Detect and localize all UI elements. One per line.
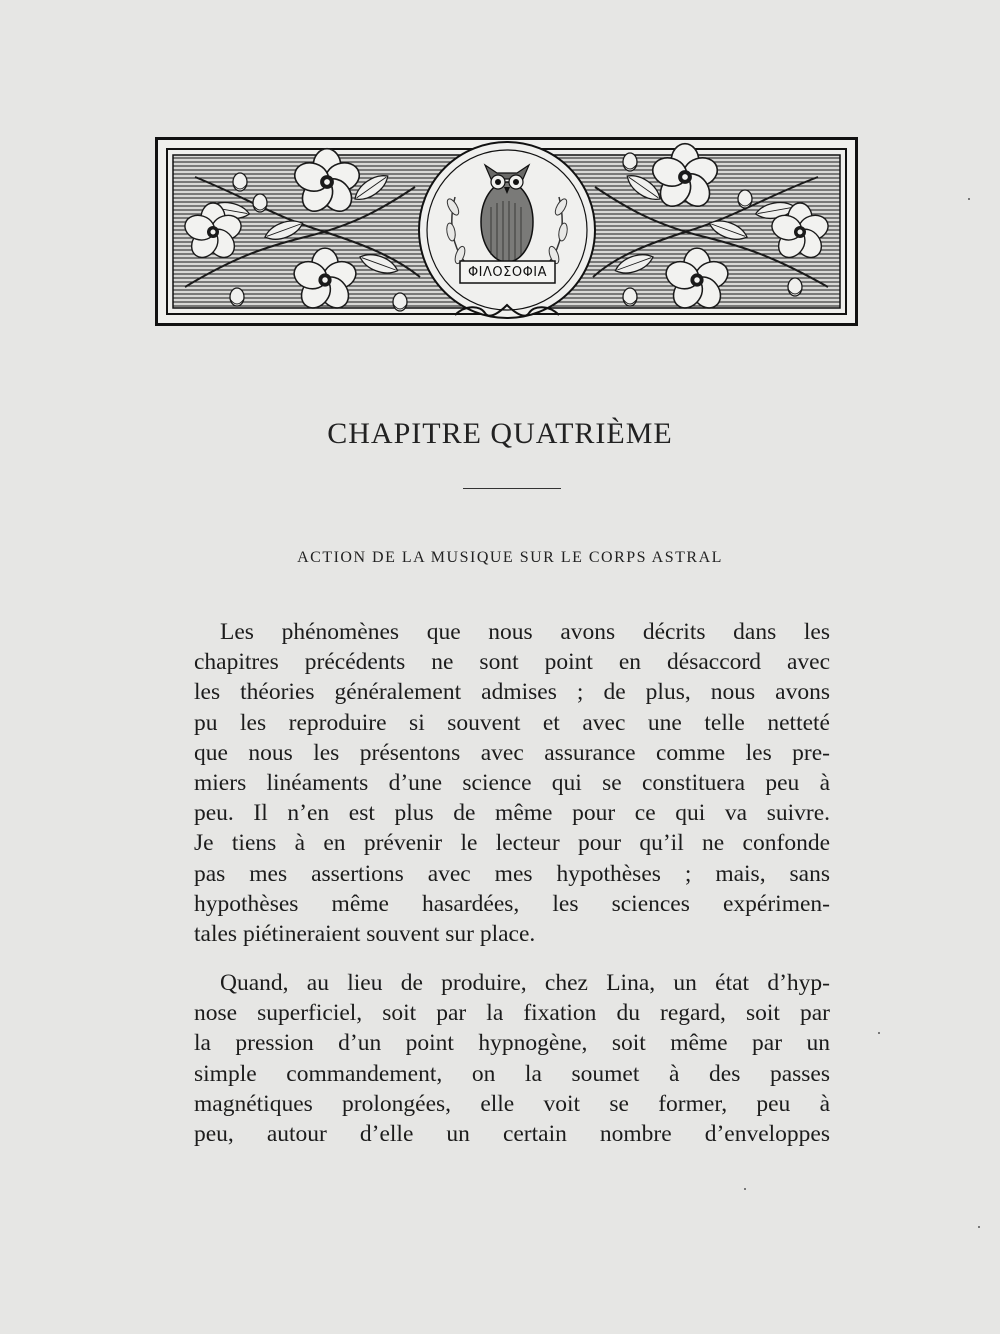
text-line: pas mes assertions avec mes hypothèses ; mais, sans — [194, 860, 830, 887]
text-line: chapitres précédents ne sont point en désaccord avec — [194, 649, 830, 676]
text-line: que nous les présentons avec assurance comme les pre- — [194, 739, 830, 766]
text-line: les théories généralement admises ; de plus, nous avons — [194, 679, 830, 706]
decorative-headpiece — [155, 137, 858, 326]
text-line: miers linéaments d’une science qui se constituera peu à — [194, 770, 830, 797]
paper-speck — [968, 198, 970, 200]
paper-speck — [744, 1188, 746, 1190]
paragraph-1 — [194, 617, 830, 949]
chapter-title: CHAPITRE QUATRIÈME — [327, 417, 673, 450]
text-line: Je tiens à en prévenir le lecteur pour qu’il ne confonde — [194, 830, 830, 857]
text-line: hypothèses même hasardées, les sciences expérimen- — [194, 890, 830, 917]
text-line: la pression d’un point hypnogène, soit même par un — [194, 1030, 830, 1057]
text-line: Quand, au lieu de produire, chez Lina, un état d’hyp- — [220, 970, 830, 996]
text-line: nose superficiel, soit par la fixation du regard, soit par — [194, 1000, 830, 1027]
title-divider — [463, 488, 561, 489]
text-line: pu les reproduire si souvent et avec une telle netteté — [194, 709, 830, 736]
text-line: Les phénomènes que nous avons décrits dans les — [220, 619, 830, 645]
paper-speck — [978, 1226, 980, 1228]
text-line: simple commandement, on la soumet à des passes — [194, 1060, 830, 1087]
chapter-subtitle: ACTION DE LA MUSIQUE SUR LE CORPS ASTRAL — [297, 549, 723, 566]
text-line: peu. Il n’en est plus de même pour ce qui va suivre. — [194, 800, 830, 827]
text-line: peu, autour d’elle un certain nombre d’enveloppes — [194, 1121, 830, 1148]
ornament-inscription: ΦΙΛΟΣΟΦΙΑ — [467, 265, 548, 280]
paper-speck — [878, 1032, 880, 1034]
text-line: tales piétineraient souvent sur place. — [194, 921, 536, 948]
text-line: magnétiques prolongées, elle voit se former, peu à — [194, 1090, 830, 1117]
owl-floral-ornament-icon — [155, 137, 858, 326]
paragraph-2 — [194, 968, 830, 1149]
